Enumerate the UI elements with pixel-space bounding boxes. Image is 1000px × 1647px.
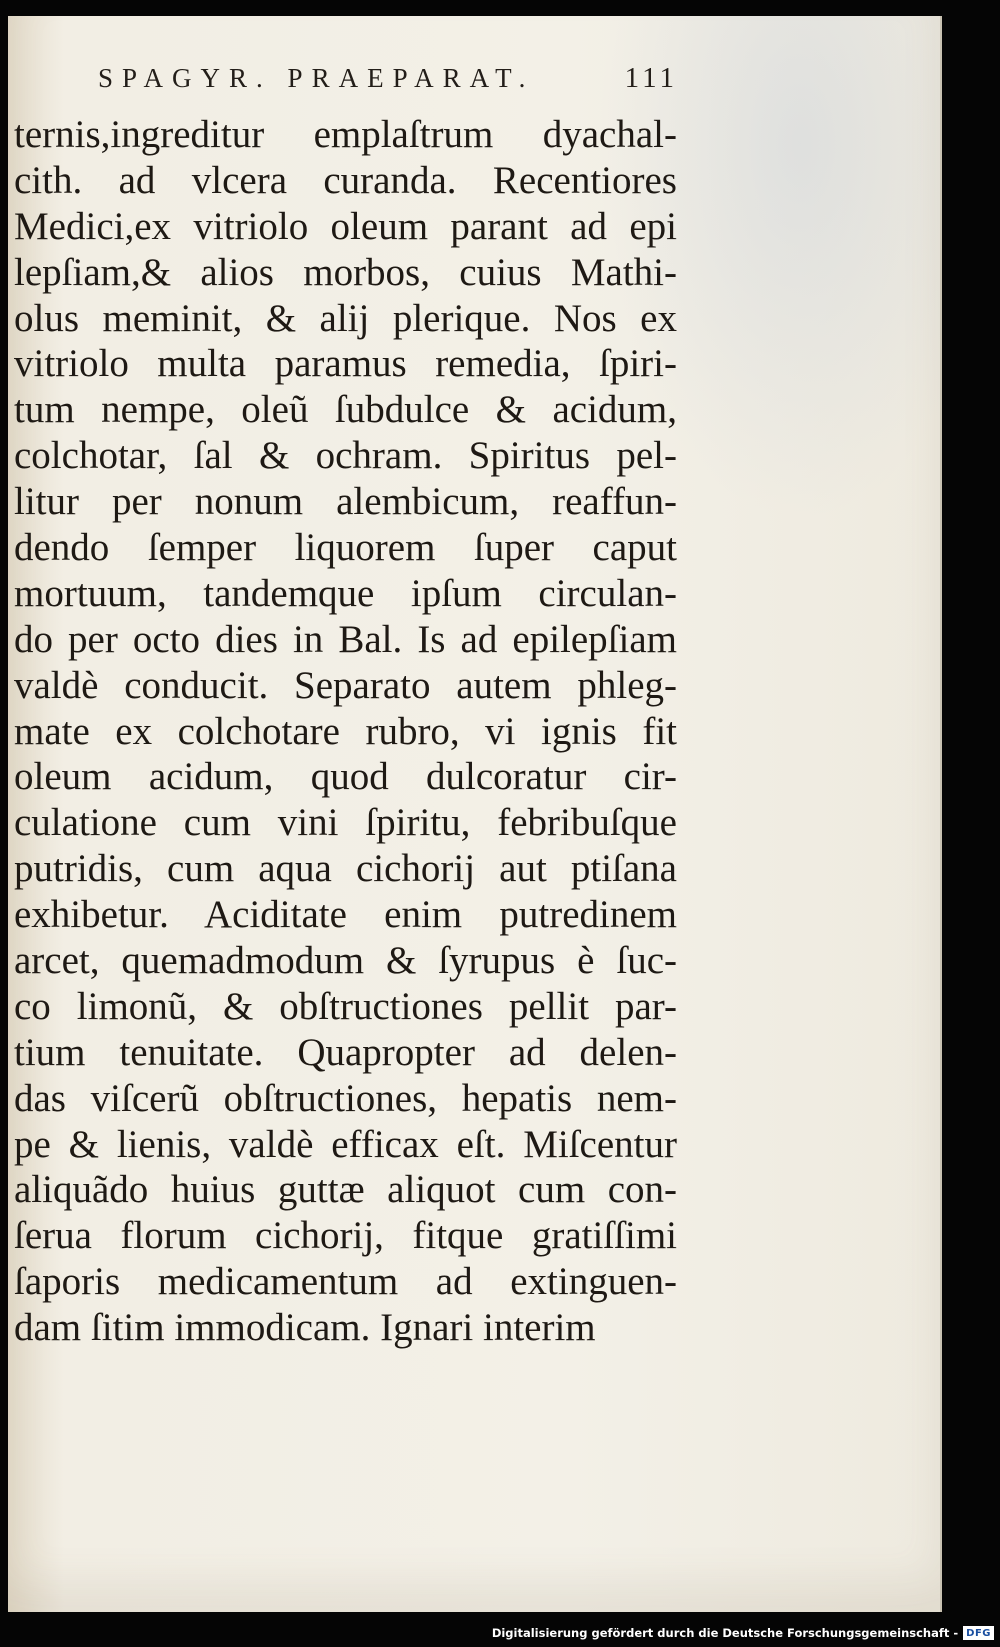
text-line: exhibetur. Aciditate enim putredinem xyxy=(14,893,677,937)
text-line: ſerua florum cichorij, fitque gratiſſimi xyxy=(14,1214,677,1258)
text-line: ſaporis medicamentum ad extinguen- xyxy=(14,1260,677,1304)
digitization-credit xyxy=(492,1622,994,1644)
running-head xyxy=(98,54,678,102)
text-line: pe & lienis, valdè efficax eſt. Miſcentur xyxy=(14,1122,677,1166)
text-line: lepſiam,& alios morbos, cuius Mathi- xyxy=(14,250,677,294)
text-line: colchotar, ſal & ochram. Spiritus pel- xyxy=(14,434,677,478)
text-line: tium tenuitate. Quapropter ad delen- xyxy=(14,1030,677,1074)
text-line: cith. ad vlcera curanda. Recentiores xyxy=(14,158,677,202)
text-line: olus meminit, & alij plerique. Nos ex xyxy=(14,296,677,340)
text-line: arcet, quemadmodum & ſyrupus è ſuc- xyxy=(14,939,677,983)
text-line: oleum acidum, quod dulcoratur cir- xyxy=(14,755,677,799)
text-line: vitriolo multa paramus remedia, ſpiri- xyxy=(14,342,677,386)
text-line: co limonũ, & obſtructiones pellit par- xyxy=(14,984,677,1028)
text-line: dendo ſemper liquorem ſuper caput xyxy=(14,526,677,570)
book-page xyxy=(8,16,942,1612)
page-number: 111 xyxy=(624,61,678,94)
text-line: culatione cum vini ſpiritu, febribuſque xyxy=(14,801,677,845)
text-line: dam ſitim immodicam. Ignari interim xyxy=(14,1306,596,1350)
text-line: aliquãdo huius guttæ aliquot cum con- xyxy=(14,1168,677,1212)
text-line: putridis, cum aqua cichorij aut ptiſana xyxy=(14,847,677,891)
running-title: SPAGYR. PRAEPARAT. xyxy=(98,62,535,93)
text-block xyxy=(14,112,694,1351)
text-line: das viſcerũ obſtructiones, hepatis nem- xyxy=(14,1076,677,1120)
dfg-logo-icon: DFG xyxy=(963,1626,994,1640)
text-line: mortuum, tandemque ipſum circulan- xyxy=(14,571,677,615)
text-line: litur per nonum alembicum, reaffun- xyxy=(14,480,677,524)
text-line: mate ex colchotare rubro, vi ignis fit xyxy=(14,709,677,753)
text-line: ternis,ingreditur emplaſtrum dyachal- xyxy=(14,113,677,156)
text-line: Medici,ex vitriolo oleum parant ad epi xyxy=(14,204,677,248)
credit-text: Digitalisierung gefördert durch die Deutsche Forschungsgemeinschaft - xyxy=(491,1626,959,1640)
text-line: valdè conducit. Separato autem phleg- xyxy=(14,663,677,707)
text-line: tum nempe, oleũ ſubdulce & acidum, xyxy=(14,388,677,432)
text-line: do per octo dies in Bal. Is ad epilepſiam xyxy=(14,617,677,661)
